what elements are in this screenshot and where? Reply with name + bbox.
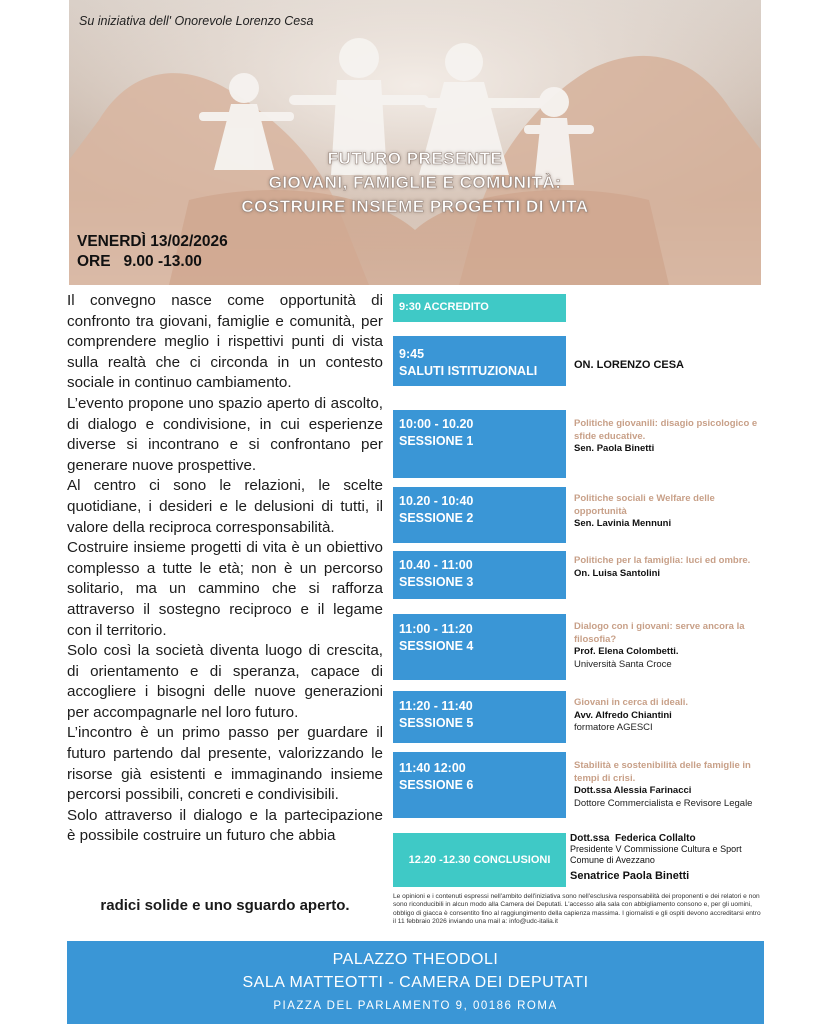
talk-session-2 — [574, 493, 764, 531]
slot-session-1 — [393, 410, 566, 478]
intro-paragraph: Al centro ci sono le relazioni, le scelte quotidiane, i desideri e le delusioni di tutti, il valore della reciproca corresponsabilità. — [67, 477, 383, 536]
conclusion-speakers — [570, 833, 770, 882]
intro-paragraph: Il convegno nasce come opportunità di confronto tra giovani, famiglie e comunità, per comprendere meglio i rispettivi punti di vista sulla realtà che ci circonda in un contesto sociale in continuo cambiamento. — [67, 292, 383, 392]
slot-session-6 — [393, 752, 566, 818]
talk-session-3 — [574, 555, 764, 580]
venue-room: SALA MATTEOTTI - CAMERA DEI DEPUTATI — [242, 974, 589, 991]
slot-accredito — [393, 294, 566, 322]
slot-session-5 — [393, 691, 566, 743]
slot-conclusions: 12.20 -12.30 CONCLUSIONI — [393, 833, 566, 887]
conclusion-senator: Senatrice Paola Binetti — [570, 870, 690, 882]
event-title — [69, 147, 761, 219]
talk-role: formatore AGESCI — [574, 722, 653, 733]
intro-paragraph: L’incontro è un primo passo per guardare il futuro partendo dal presente, valorizzando le risorse già esistenti e immaginando insieme percorsi possibili, concreti e condivisibili. — [67, 724, 383, 804]
intro-paragraph: Solo così la società diventa luogo di crescita, di orientamento e di speranza, capace di accogliere i bisogni delle nuove generazioni per accompagnarle nel loro futuro. — [67, 642, 383, 721]
talk-role: Università Santa Croce — [574, 658, 672, 670]
talk-speaker: Avv. Alfredo Chiantini — [574, 709, 672, 721]
talk-session-4 — [574, 621, 764, 671]
event-date: VENERDÌ 13/02/2026 — [77, 233, 228, 250]
intro-paragraph: Costruire insieme progetti di vita è un obiettivo complesso a tutte le età; non è un percorso solitario, ma un cammino che si rafforza attraverso il sostegno reciproco e il legame con il territorio. — [67, 539, 383, 639]
saluti-speaker: ON. LORENZO CESA — [574, 359, 685, 371]
talk-speaker: Sen. Lavinia Mennuni — [574, 518, 672, 529]
talk-topic: Stabilità e sostenibilità delle famiglie in tempi di crisi. — [574, 760, 751, 784]
conclusion-speaker: Dott.ssa Federica Collalto — [570, 833, 696, 844]
talk-speaker: On. Luisa Santolini — [574, 567, 661, 579]
talk-session-6 — [574, 760, 764, 810]
slot-saluti — [393, 336, 566, 386]
session-time: 10:00 - 10.20 — [399, 417, 474, 431]
conclusion-role: Presidente V Commissione Cultura e Sport — [570, 844, 742, 854]
disclaimer-text: Le opinioni e i contenuti espressi nell'ambito dell'iniziativa sono nell'esclusiva responsabilità dei proponenti e dei relatori e non sono riconducibili in alcun modo alla Camera dei Deputati. L'accesso alla sala con abbigliamento consono e, per gli uomini, obbligo di giacca è consentito fino al raggiungimento della capienza massima. I giornalisti e gli ospiti devono accreditarsi entro il 11 febbraio 2026 inviando una mail a: info@udc-italia.it — [393, 893, 761, 926]
saluti-label: SALUTI ISTITUZIONALI — [399, 364, 538, 378]
accredito-label: 9:30 ACCREDITO — [399, 301, 489, 313]
slot-session-3 — [393, 551, 566, 599]
talk-speaker: Sen. Paola Binetti — [574, 443, 655, 454]
session-label: SESSIONE 3 — [399, 575, 474, 589]
title-line-3: COSTRUIRE INSIEME PROGETTI DI VITA — [241, 197, 589, 216]
venue-name: PALAZZO THEODOLI — [332, 951, 499, 968]
title-line-1: FUTURO PRESENTE — [327, 149, 503, 168]
intro-paragraph: L’evento propone uno spazio aperto di ascolto, di dialogo e condivisione, in cui esperienze diverse si incontrano e si confrontano per generare nuove prospettive. — [67, 394, 383, 474]
session-label: SESSIONE 1 — [399, 434, 474, 448]
talk-topic: Dialogo con i giovani: serve ancora la filosofia? — [574, 621, 745, 645]
session-time: 10.20 - 10:40 — [399, 494, 474, 508]
venue-footer — [67, 941, 764, 1024]
saluti-time: 9:45 — [399, 347, 425, 361]
session-time: 10.40 - 11:00 — [399, 558, 473, 572]
session-label: SESSIONE 5 — [399, 716, 474, 730]
venue-address: PIAZZA DEL PARLAMENTO 9, 00186 ROMA — [273, 1000, 558, 1012]
intro-paragraph: Solo attraverso il dialogo e la partecipazione — [67, 806, 383, 824]
closing-statement: radici solide e uno sguardo aperto. — [100, 897, 350, 914]
talk-session-5 — [574, 697, 764, 735]
session-label: SESSIONE 6 — [399, 778, 474, 792]
talk-topic: Politiche sociali e Welfare delle opportunità — [574, 493, 715, 517]
talk-topic: Politiche giovanili: disagio psicologico e sfide educative. — [574, 418, 758, 442]
session-label: SESSIONE 4 — [399, 639, 474, 653]
talk-session-1 — [574, 418, 764, 456]
event-time: ORE 9.00 -13.00 — [77, 253, 202, 270]
talk-speaker: Dott.ssa Alessia Farinacci — [574, 785, 692, 796]
initiative-credit: Su iniziativa dell' Onorevole Lorenzo Cesa — [79, 14, 314, 28]
session-time: 11:20 - 11:40 — [399, 699, 473, 713]
talk-speaker: Prof. Elena Colombetti. — [574, 646, 679, 657]
title-line-2: GIOVANI, FAMIGLIE E COMUNITÀ: — [268, 173, 562, 192]
slot-session-2 — [393, 487, 566, 543]
conclusion-place: Comune di Avezzano — [570, 855, 655, 865]
event-date-time — [77, 232, 228, 272]
intro-text — [67, 291, 383, 847]
session-time: 11:40 12:00 — [399, 761, 466, 775]
talk-role: Dottore Commercialista e Revisore Legale — [574, 797, 753, 809]
slot-session-4 — [393, 614, 566, 680]
intro-paragraph: è possibile costruire un futuro che abbia — [67, 827, 336, 845]
talk-topic: Politiche per la famiglia: luci ed ombre. — [574, 555, 751, 566]
hero-banner — [69, 0, 761, 285]
session-label: SESSIONE 2 — [399, 511, 474, 525]
session-time: 11:00 - 11:20 — [399, 622, 473, 636]
talk-topic: Giovani in cerca di ideali. — [574, 697, 689, 708]
